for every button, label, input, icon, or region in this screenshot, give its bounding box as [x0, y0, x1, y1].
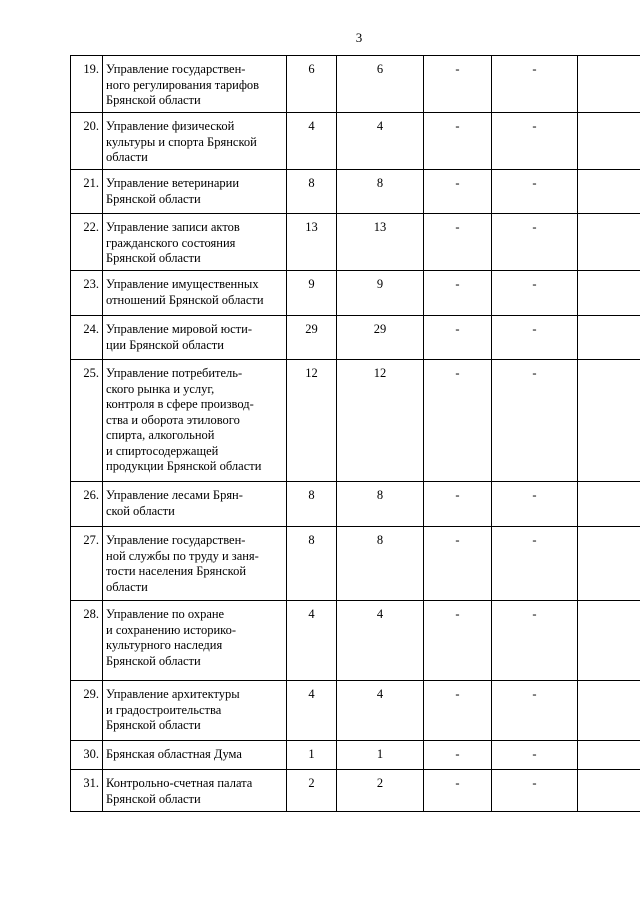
- row-number: 20.: [71, 113, 103, 170]
- empty-cell: [578, 56, 640, 113]
- row-number: 23.: [71, 271, 103, 316]
- value-col-2: 13: [337, 214, 424, 271]
- table-row: [71, 271, 640, 316]
- organization-name: Управление лесами Брян- ской области: [103, 482, 287, 527]
- value-col-2: 1: [337, 741, 424, 770]
- value-col-2: 8: [337, 170, 424, 214]
- organization-name: Управление ветеринарии Брянской области: [103, 170, 287, 214]
- value-col-3: -: [424, 601, 492, 681]
- row-number: 21.: [71, 170, 103, 214]
- value-col-1: 4: [287, 113, 337, 170]
- value-col-4: -: [492, 741, 578, 770]
- staff-table: [70, 55, 640, 812]
- value-col-3: -: [424, 360, 492, 482]
- value-col-1: 8: [287, 482, 337, 527]
- table-row: [71, 360, 640, 482]
- table-row: [71, 482, 640, 527]
- row-number: 31.: [71, 770, 103, 812]
- value-col-2: 9: [337, 271, 424, 316]
- empty-cell: [578, 482, 640, 527]
- table-row: [71, 170, 640, 214]
- table-row: [71, 316, 640, 360]
- value-col-4: -: [492, 601, 578, 681]
- value-col-4: -: [492, 527, 578, 601]
- organization-name: Управление мировой юсти- ции Брянской области: [103, 316, 287, 360]
- value-col-3: -: [424, 770, 492, 812]
- value-col-3: -: [424, 527, 492, 601]
- value-col-4: -: [492, 170, 578, 214]
- row-number: 19.: [71, 56, 103, 113]
- table-row: [71, 113, 640, 170]
- organization-name: Управление государствен- ной службы по труду и заня- тости населения Брянской области: [103, 527, 287, 601]
- empty-cell: [578, 271, 640, 316]
- value-col-4: -: [492, 56, 578, 113]
- organization-name: Управление потребитель- ского рынка и услуг, контроля в сфере производ- ства и оборота этилового спирта, алкогольной и спиртосодержащей продукции Брянской области: [103, 360, 287, 482]
- value-col-1: 29: [287, 316, 337, 360]
- value-col-1: 8: [287, 170, 337, 214]
- row-number: 25.: [71, 360, 103, 482]
- value-col-3: -: [424, 482, 492, 527]
- organization-name: Контрольно-счетная палата Брянской области: [103, 770, 287, 812]
- value-col-2: 12: [337, 360, 424, 482]
- value-col-4: -: [492, 770, 578, 812]
- table-row: [71, 527, 640, 601]
- row-number: 29.: [71, 681, 103, 741]
- organization-name: Управление имущественных отношений Брянской области: [103, 271, 287, 316]
- row-number: 28.: [71, 601, 103, 681]
- value-col-3: -: [424, 56, 492, 113]
- row-number: 26.: [71, 482, 103, 527]
- empty-cell: [578, 601, 640, 681]
- value-col-1: 4: [287, 601, 337, 681]
- value-col-2: 4: [337, 601, 424, 681]
- table-row: [71, 770, 640, 812]
- organization-name: Управление государствен- ного регулирования тарифов Брянской области: [103, 56, 287, 113]
- table-row: [71, 681, 640, 741]
- value-col-4: -: [492, 360, 578, 482]
- value-col-1: 13: [287, 214, 337, 271]
- row-number: 27.: [71, 527, 103, 601]
- organization-name: Управление архитектуры и градостроительства Брянской области: [103, 681, 287, 741]
- value-col-2: 4: [337, 681, 424, 741]
- organization-name: Управление записи актов гражданского состояния Брянской области: [103, 214, 287, 271]
- value-col-1: 6: [287, 56, 337, 113]
- organization-name: Управление по охране и сохранению историко- культурного наследия Брянской области: [103, 601, 287, 681]
- value-col-2: 6: [337, 56, 424, 113]
- empty-cell: [578, 316, 640, 360]
- empty-cell: [578, 360, 640, 482]
- value-col-1: 4: [287, 681, 337, 741]
- empty-cell: [578, 113, 640, 170]
- row-number: 22.: [71, 214, 103, 271]
- organization-name: Брянская областная Дума: [103, 741, 287, 770]
- value-col-1: 1: [287, 741, 337, 770]
- value-col-4: -: [492, 214, 578, 271]
- value-col-3: -: [424, 271, 492, 316]
- value-col-3: -: [424, 113, 492, 170]
- value-col-3: -: [424, 170, 492, 214]
- table-row: [71, 601, 640, 681]
- value-col-2: 8: [337, 482, 424, 527]
- value-col-4: -: [492, 482, 578, 527]
- value-col-4: -: [492, 271, 578, 316]
- row-number: 30.: [71, 741, 103, 770]
- value-col-1: 9: [287, 271, 337, 316]
- empty-cell: [578, 741, 640, 770]
- value-col-4: -: [492, 316, 578, 360]
- value-col-2: 29: [337, 316, 424, 360]
- value-col-1: 12: [287, 360, 337, 482]
- page-number: 3: [355, 30, 363, 45]
- table-body: [71, 56, 640, 812]
- value-col-4: -: [492, 113, 578, 170]
- value-col-4: -: [492, 681, 578, 741]
- table-row: [71, 214, 640, 271]
- table-row: [71, 741, 640, 770]
- empty-cell: [578, 527, 640, 601]
- empty-cell: [578, 214, 640, 271]
- value-col-2: 2: [337, 770, 424, 812]
- value-col-3: -: [424, 214, 492, 271]
- value-col-1: 8: [287, 527, 337, 601]
- table-row: [71, 56, 640, 113]
- empty-cell: [578, 770, 640, 812]
- empty-cell: [578, 170, 640, 214]
- value-col-2: 4: [337, 113, 424, 170]
- organization-name: Управление физической культуры и спорта Брянской области: [103, 113, 287, 170]
- row-number: 24.: [71, 316, 103, 360]
- value-col-3: -: [424, 316, 492, 360]
- value-col-3: -: [424, 741, 492, 770]
- value-col-1: 2: [287, 770, 337, 812]
- value-col-3: -: [424, 681, 492, 741]
- empty-cell: [578, 681, 640, 741]
- value-col-2: 8: [337, 527, 424, 601]
